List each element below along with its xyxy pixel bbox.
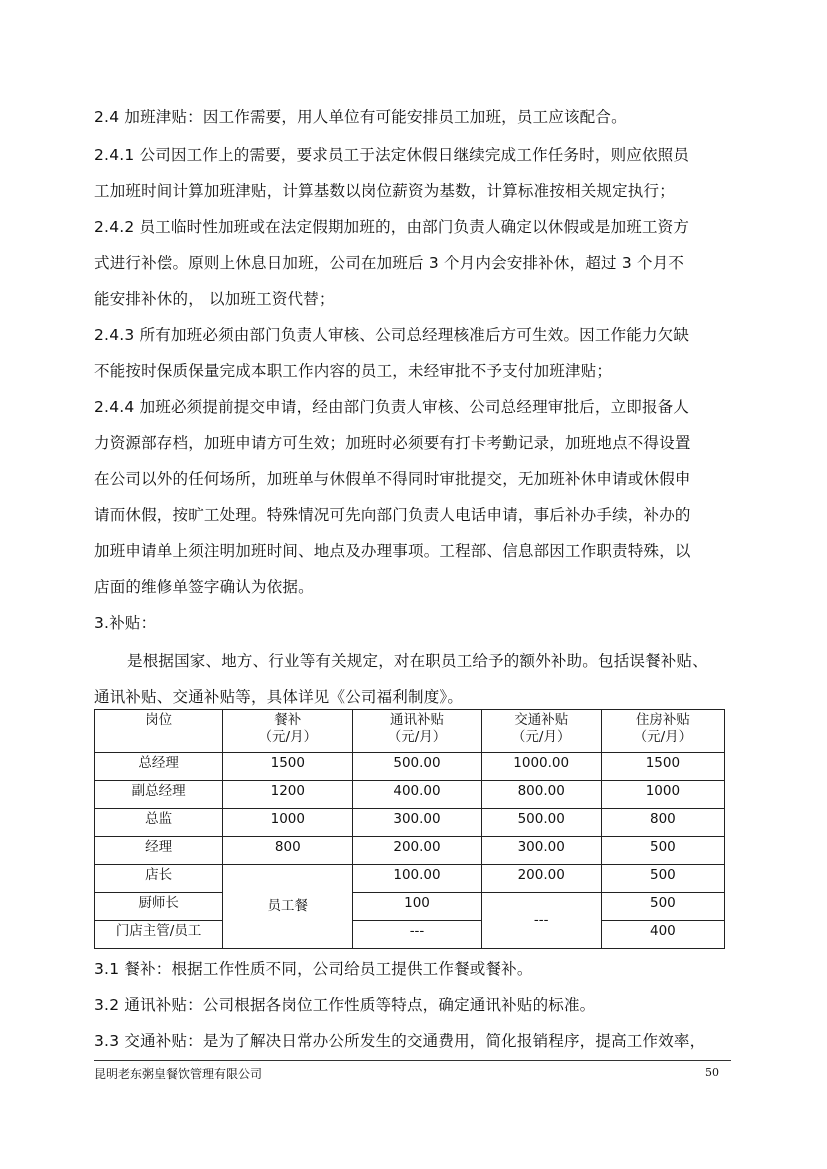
section-3-heading: 3.补贴： (94, 614, 157, 632)
cell-communication: 100 (353, 893, 481, 921)
header-post: 岗位 (95, 710, 223, 753)
subsidy-table (94, 709, 725, 949)
header-transport: 交通补贴 （元/月） (481, 710, 601, 753)
cell-housing: 500 (601, 865, 724, 893)
table-row (95, 753, 725, 781)
cell-post: 门店主管/员工 (95, 921, 223, 949)
header-communication: 通讯补贴 （元/月） (353, 710, 481, 753)
paragraph-2-4-1-line1: 2.4.1 公司因工作上的需要，要求员工于法定休假日继续完成工作任务时，则应依照员 (94, 146, 690, 164)
cell-transport-merged: --- (481, 893, 601, 949)
paragraph-3-3: 3.3 交通补贴：是为了解决日常办公所发生的交通费用，简化报销程序，提高工作效率， (94, 1032, 706, 1050)
cell-transport: 500.00 (481, 809, 601, 837)
table-row (95, 809, 725, 837)
paragraph-3-2: 3.2 通讯补贴：公司根据各岗位工作性质等特点，确定通讯补贴的标准。 (94, 996, 596, 1014)
page-number: 50 (705, 1066, 719, 1079)
cell-post: 店长 (95, 865, 223, 893)
cell-meal: 1500 (223, 753, 353, 781)
paragraph-2-4-3-line1: 2.4.3 所有加班必须由部门负责人审核、公司总经理核准后方可生效。因工作能力欠缺 (94, 326, 690, 344)
cell-housing: 800 (601, 809, 724, 837)
cell-housing: 500 (601, 837, 724, 865)
paragraph-2-4-2-line2: 式进行补偿。原则上休息日加班，公司在加班后 3 个月内会安排补休，超过 3 个月不 (94, 254, 685, 272)
header-meal: 餐补 （元/月） (223, 710, 353, 753)
cell-housing: 500 (601, 893, 724, 921)
section-3-intro-line2: 通讯补贴、交通补贴等，具体详见《公司福利制度》。 (94, 688, 464, 706)
paragraph-2-4-2-line1: 2.4.2 员工临时性加班或在法定假期加班的，由部门负责人确定以休假或是加班工资方 (94, 218, 690, 236)
paragraph-2-4-4-line3: 在公司以外的任何场所，加班单与休假单不得同时审批提交，无加班补休申请或休假申 (94, 470, 691, 488)
section-3-intro-line1: 是根据国家、地方、行业等有关规定，对在职员工给予的额外补助。包括误餐补贴、 (127, 652, 708, 670)
cell-transport: 800.00 (481, 781, 601, 809)
cell-communication: 100.00 (353, 865, 481, 893)
cell-post: 经理 (95, 837, 223, 865)
footer-divider (94, 1060, 731, 1061)
cell-meal-merged: 员工餐 (223, 865, 353, 949)
cell-housing: 400 (601, 921, 724, 949)
table-header-row (95, 710, 725, 753)
cell-meal: 800 (223, 837, 353, 865)
table-row (95, 921, 725, 949)
paragraph-2-4-1-line2: 工加班时间计算加班津贴，计算基数以岗位薪资为基数，计算标准按相关规定执行； (94, 182, 675, 200)
cell-meal: 1200 (223, 781, 353, 809)
paragraph-2-4-2-line3: 能安排补休的， 以加班工资代替； (94, 290, 335, 308)
cell-transport: 200.00 (481, 865, 601, 893)
table-row (95, 837, 725, 865)
table-row (95, 781, 725, 809)
cell-transport: 300.00 (481, 837, 601, 865)
cell-communication: 200.00 (353, 837, 481, 865)
paragraph-2-4-4-line5: 加班申请单上须注明加班时间、地点及办理事项。工程部、信息部因工作职责特殊，以 (94, 542, 691, 560)
paragraph-2-4-4-line2: 力资源部存档，加班申请方可生效；加班时必须要有打卡考勤记录，加班地点不得设置 (94, 434, 691, 452)
header-housing: 住房补贴 （元/月） (601, 710, 724, 753)
paragraph-3-1: 3.1 餐补：根据工作性质不同，公司给员工提供工作餐或餐补。 (94, 960, 533, 978)
paragraph-2-4: 2.4 加班津贴：因工作需要，用人单位有可能安排员工加班，员工应该配合。 (94, 108, 627, 126)
cell-housing: 1500 (601, 753, 724, 781)
cell-post: 厨师长 (95, 893, 223, 921)
cell-communication: --- (353, 921, 481, 949)
footer-company: 昆明老东粥皇餐饮管理有限公司 (94, 1067, 263, 1081)
paragraph-2-4-4-line1: 2.4.4 加班必须提前提交申请，经由部门负责人审核、公司总经理审批后，立即报备人 (94, 398, 690, 416)
paragraph-2-4-3-line2: 不能按时保质保量完成本职工作内容的员工，未经审批不予支付加班津贴； (94, 362, 613, 380)
table-row (95, 893, 725, 921)
cell-transport: 1000.00 (481, 753, 601, 781)
paragraph-2-4-4-line6: 店面的维修单签字确认为依据。 (94, 578, 314, 596)
cell-housing: 1000 (601, 781, 724, 809)
cell-post: 副总经理 (95, 781, 223, 809)
paragraph-2-4-4-line4: 请而休假，按旷工处理。特殊情况可先向部门负责人电话申请，事后补办手续，补办的 (94, 506, 691, 524)
cell-post: 总监 (95, 809, 223, 837)
table-row (95, 865, 725, 893)
cell-post: 总经理 (95, 753, 223, 781)
cell-communication: 300.00 (353, 809, 481, 837)
cell-communication: 500.00 (353, 753, 481, 781)
cell-communication: 400.00 (353, 781, 481, 809)
cell-meal: 1000 (223, 809, 353, 837)
